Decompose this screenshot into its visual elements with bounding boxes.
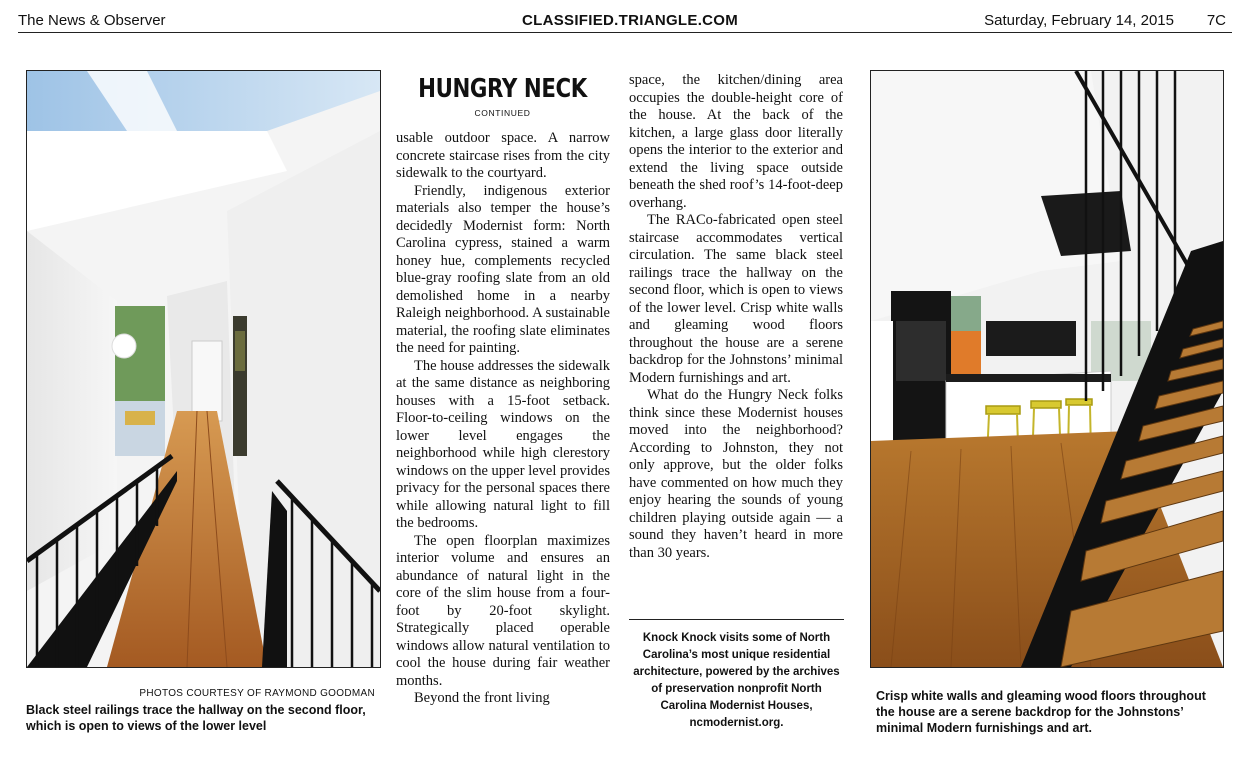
paragraph: Beyond the front living <box>414 690 550 706</box>
site-url[interactable]: CLASSIFIED.TRIANGLE.COM <box>522 12 739 29</box>
headline: HUNGRY NECK <box>418 74 587 104</box>
paragraph: space, the kitchen/dining area occupies the double-height core of the house. At the back of the kitchen, a large glass door literally opens the interior to the exterior and extend the living space outside beneath the shed roof’s 14-foot-deep overhang. <box>629 72 843 211</box>
paragraph: The house addresses the sidewalk at the same distance as neighboring houses with a 15-foot setback. Floor-to-ceiling windows on the lower level engages the neighborhood while high clerestory windows on the upper level provides privacy for the personal spaces there while allowing natural light to fill the bedrooms. <box>396 357 610 531</box>
series-note: Knock Knock visits some of North Carolina’s most unique residential architecture, powered by the archives of preservation nonprofit North Carolina Modernist Houses, ncmodernist.org. <box>633 632 840 729</box>
paragraph: The RACo-fabricated open steel staircase accommodates vertical circulation. The same black steel railings trace the hallway on the second floor, which is open to views of the lower level. Crisp white walls and gleaming wood floors throughout the house are a serene backdrop for the Johnstons’ minimal Modern furnishings and art. <box>629 212 843 386</box>
paragraph: Friendly, indigenous exterior materials also temper the house’s decidedly Modernist form: North Carolina cypress, stained a warm honey hue, complements recycled blue-gray roofing slate from an old demolished home in a nearby Raleigh neighborhood. A sustainable material, the roofing slate eliminates the need for painting. <box>396 182 610 356</box>
article-column-1 <box>396 130 610 708</box>
page-header <box>18 10 1232 33</box>
paragraph: What do the Hungry Neck folks think since these Modernist houses moved into the neighborhood? According to Johnston, they not only approve, but the older folks have commented on how much they enjoy hearing the sounds of young children playing outside again — a sound they haven’t heard in more than 30 years. <box>629 387 843 561</box>
hallway-photo <box>26 70 381 668</box>
publication-name: The News & Observer <box>18 12 166 29</box>
divider <box>629 619 844 620</box>
kitchen-staircase-photo <box>870 70 1224 668</box>
page-number: 7C <box>1206 12 1226 29</box>
paragraph: usable outdoor space. A narrow concrete staircase rises from the city sidewalk to the courtyard. <box>396 130 610 181</box>
paragraph: The open floorplan maximizes interior volume and ensures an abundance of natural light in the core of the slim house from a four-foot by 20-foot skylight. Strategically placed operable windows allow natural ventilation to cool the house during fair weather months. <box>396 532 610 689</box>
photo-credit: PHOTOS COURTESY OF RAYMOND GOODMAN <box>139 688 375 699</box>
article-column-2 <box>629 72 843 562</box>
caption-right: Crisp white walls and gleaming wood floors throughout the house are a serene backdrop for the Johnstons’ minimal Modern furnishings and art. <box>876 689 1206 735</box>
caption-left: Black steel railings trace the hallway on the second floor, which is open to views of the lower level <box>26 703 366 733</box>
issue-date: Saturday, February 14, 2015 <box>984 12 1174 29</box>
continued-label: CONTINUED <box>474 108 531 118</box>
